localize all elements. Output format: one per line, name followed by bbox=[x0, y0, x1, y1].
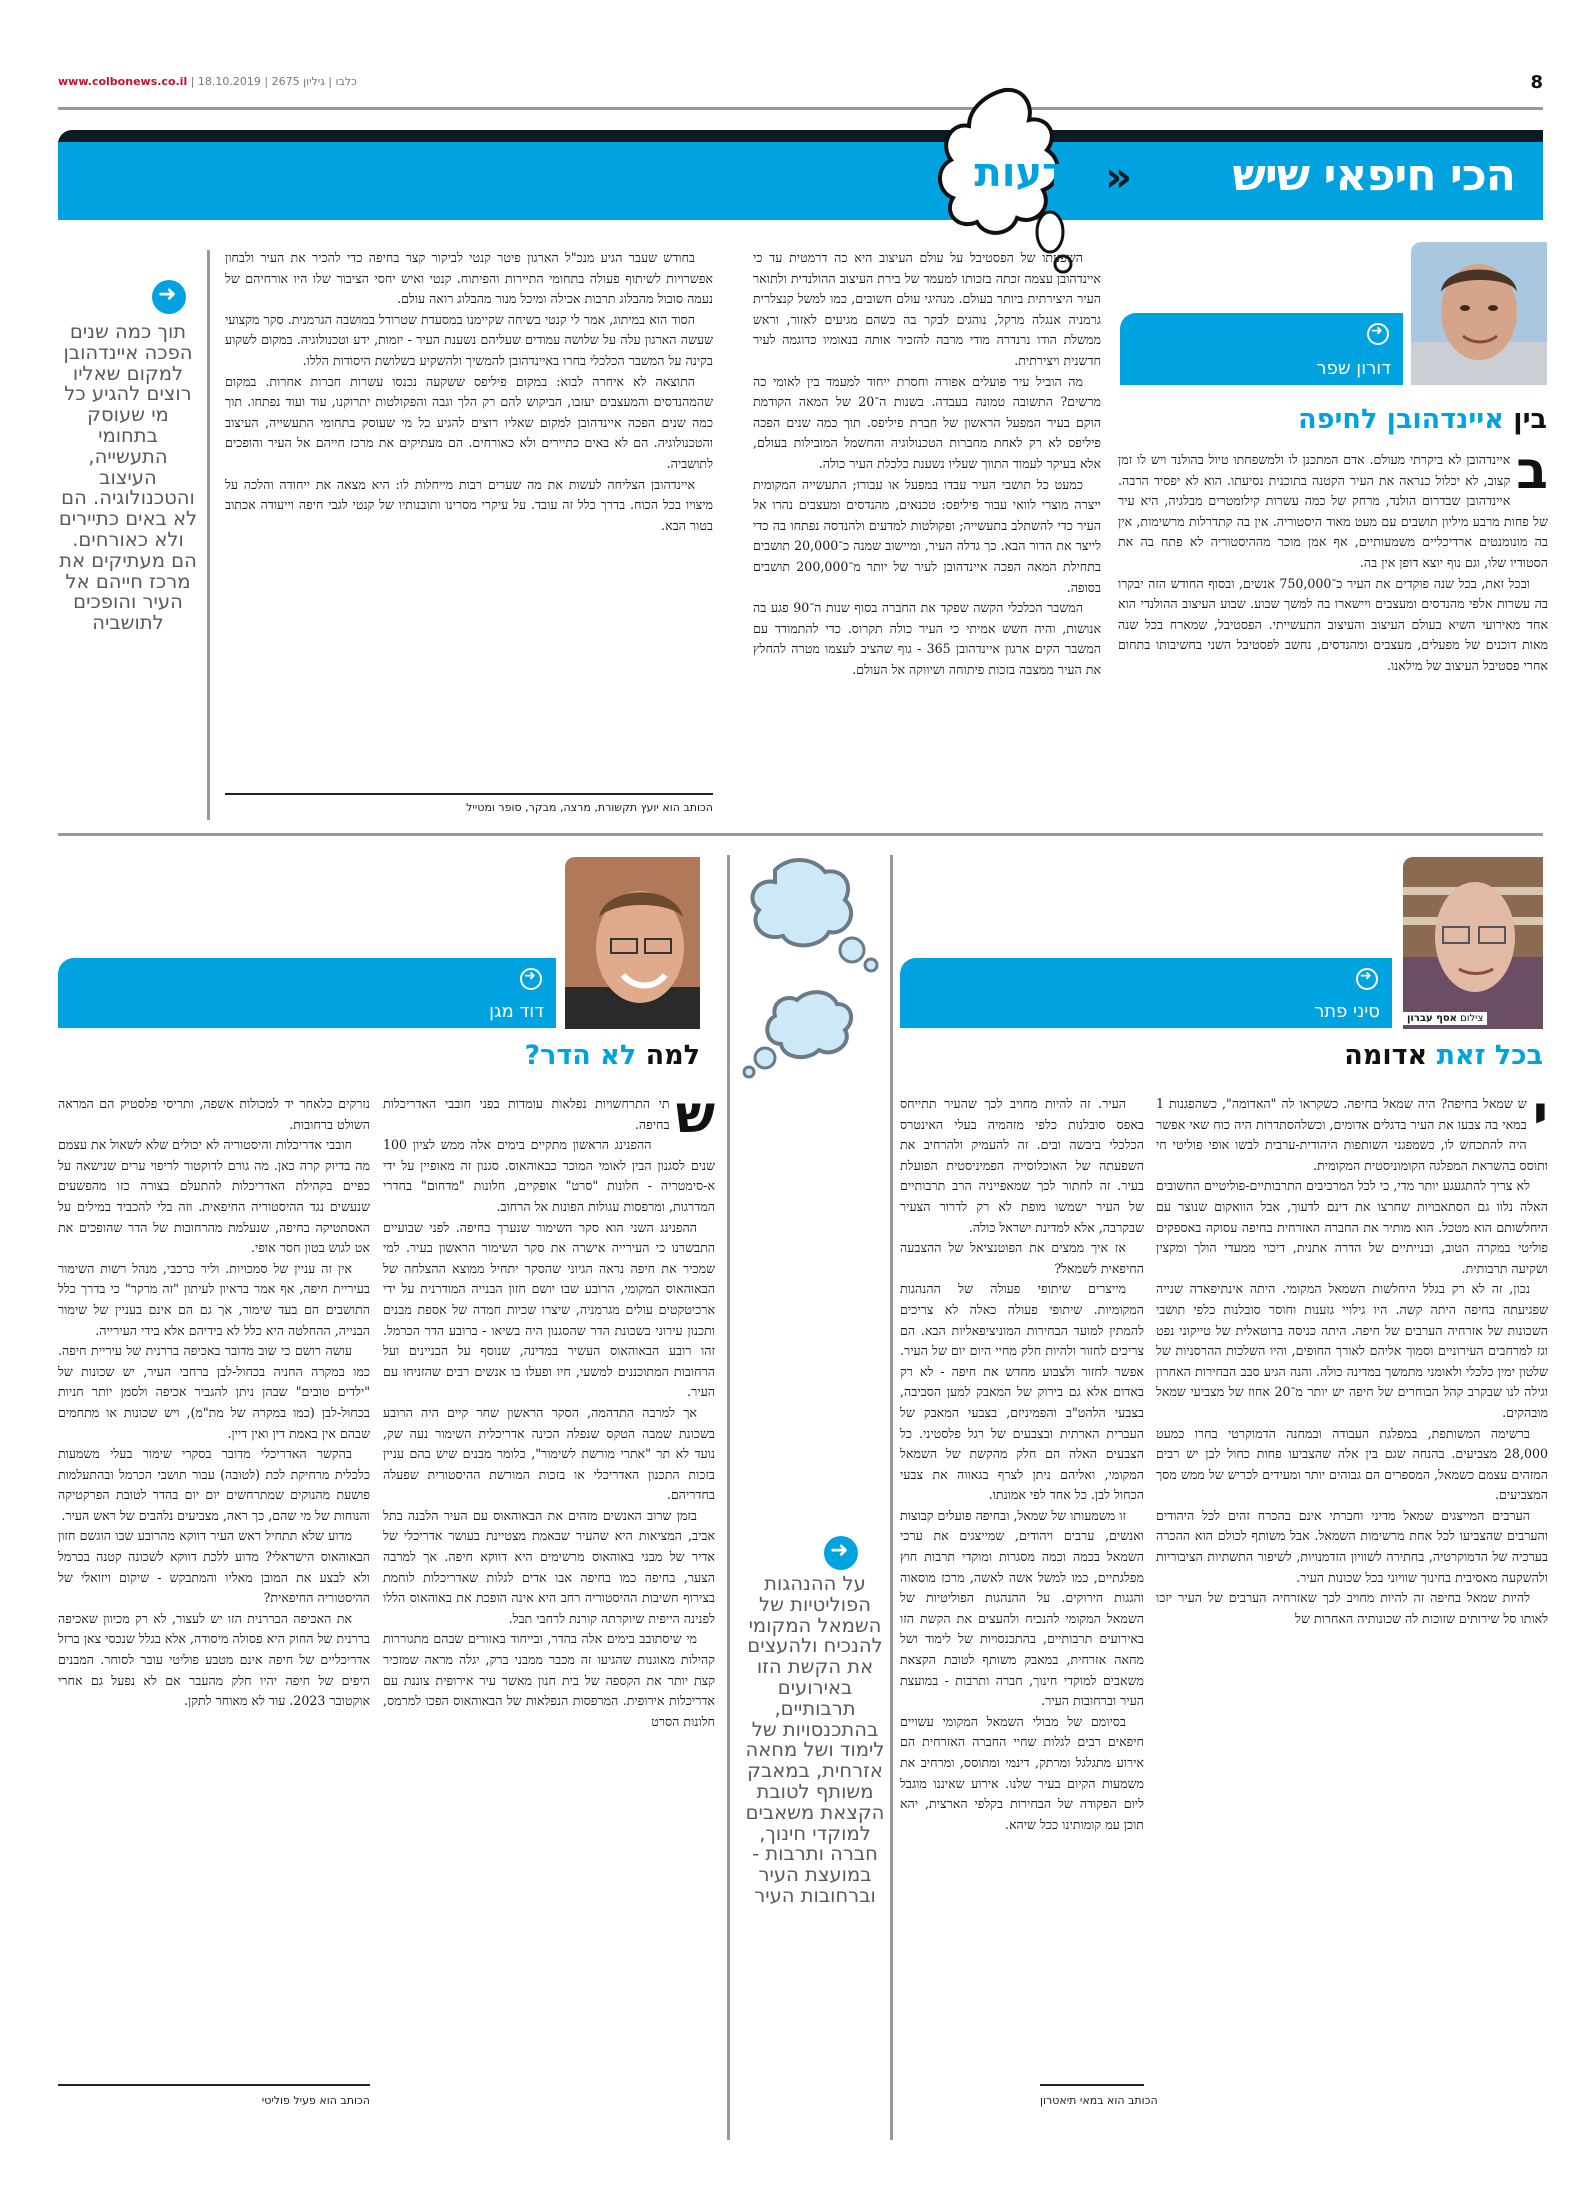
banner-title: הכי חיפאי שיש bbox=[1232, 150, 1515, 201]
column-divider bbox=[890, 855, 893, 2140]
author-photo-doron-shefer bbox=[1411, 242, 1547, 385]
author-credit: הכותב הוא פעיל פוליטי bbox=[261, 2094, 370, 2107]
author-photo-david-magen bbox=[565, 857, 700, 1029]
section-label: דעות bbox=[974, 150, 1066, 196]
drop-cap: ב bbox=[1516, 450, 1548, 501]
author-photo-sini-peter bbox=[1403, 857, 1543, 1029]
author-credit: הכותב הוא במאי תיאטרון bbox=[1040, 2094, 1158, 2107]
header-divider bbox=[58, 107, 1543, 110]
credit-divider bbox=[225, 793, 713, 795]
article-column: העיר. זה להיות מחויב לכך שהעיר תתייחס באפס סובלנות כלפי מזהמיה בעלי האינטרס הכלכלי ביבשה ובים. זה להעמיק ולהרחיב את השפעתה של האוכלוסייה הפמיניסטית הפועלת בעיר. זה לחתור לכך שמאפייניה הרב תרבותיים של העיר ישמשו מופת לא רק לדרור הצעיר שבקרבה, אלא למדינת ישראל כולה. אז איך ממצים את הפוטנציאל של ההצבעה החיפאית לשמאל? מייצרים שיתופי פעולה של ההנהגות המקומיות. שיתופי פעולה כאלה לא צריכים להמתין למועד הבחירות המוניציפאליות הבא. הם צריכים לחזור ולהיות חלק מחיי היום יום של העיר. אפשר לחזור ולצבוע מחדש את חיפה - לא רק באדום אלא גם בירוק של המאבק למען הסביבה, בצבעי הלהט"ב והפמיניזם, בצבעי המאבק של העברית הארתית ובצבעים של רגל פלסטיני. כל הצבעים האלה הם חלק מהקשת של השמאל המקומי, ואליהם ניתן לצרף בגאווה את צבעי הכחול לבן. כל אחד לפי אמונתו. זו משמעותו של שמאל, ובחיפה פועלים קבוצות ואנשים, ערבים ויהודים, שמייצגים את ערכי השמאל בכמה וכמה מסגרות ומוקדי תרבות חוץ מפלגתיים, כמו למשל אשה לאשה, מרכז מוסאוה והגגות הירוקים. על ההנהגות הפוליטיות של השמאל המקומי להנכיח ולהעצים את הקשת הזו באירועים תרבותיים, בהתכנסויות של לימוד ושל מחאה אזרחית, במאבק משותף לטובת הקצאת משאבים למוקדי חינוך, חברה ותרבות - במועצת העיר וברחובות העיר. בסיומם של מבולי השמאל המקומי עשויים חיפאים רבים לגלות שחיי החברה האזרחית הם אירוע מתגלגל ומרתק, דינמי ומתוסס, ומרחיב את משמעות הקיום בעיר שלנו. אירוע שאיננו מוגבל ליום הפקודה של הבחירות בקלפי הארצית, יהא תוכן עמ קומותינו ככל שיהא. bbox=[900, 1096, 1144, 1832]
chevron-icon: » bbox=[1105, 152, 1133, 201]
paper-name: כלבו bbox=[335, 75, 357, 88]
author-credit: הכותב הוא יועץ תקשורת, מרצה, מבקר, סופר ומטייל bbox=[466, 801, 713, 814]
issue-number: גיליון 2675 bbox=[271, 75, 325, 88]
credit-divider bbox=[58, 2084, 370, 2086]
article-column: נזרקים כלאחר יד למכולות אשפה, ותריסי פלסטיק הם המראה השולט ברחובות. חובבי אדריכלות והיסטוריה לא יכולים שלא לשאול את עצמם מה בדיוק קרה כאן. מה גורם לדוקטור לריפוי ערים שנישאה על כפיים בקהילת האדריכלות להתעלם בצורה כזו מהפשעים שנעשים נגד ההיסטוריה החיפאית. וזה בלי להכביד במילים על האסתטיקה בחיפה, שנעלמת מהרחובות של הדר שהופכים את אט לגוש בטון חסר אופי. אין זה עניין של סמכויות. וליר כרכבי, מנהל רשות השימור בעיריית חיפה, אף אמר בראיון לעיתון "זה מרקר" כי בדרך כלל התושבים הם בעד שימור, אך גם הם אינם בעניין של שימור הבנייה, ההחלטה היא כלל לא בידיהם אלא בידי העירייה. עושה רושם כי שוב מדובר באכיפה בררנית של עיריית חיפה. כמו במקרה החניה בכחול-לבן ברחבי העיר, יש שכונות של "ילדים טובים" שבהן ניתן להגביר אכיפה ולסמן יותר חניות בכחול-לבן (כמו במקרה של מת"מ), ויש שכונות או מתחמים שבהם אין באמת דין ואין דיין. בהקשר האדריכלי מדובר בסקרי שימור בעלי משמעות כלכלית מרחיקת לכת (לטובה) עבור תושבי הכרמל ובהתעלמות פושעת מהנוקים שמתרחשים יום יום בהדר לטובת הפרקטיקה והנוחות של מי שהם, כך ראה, מצביעים נלהבים של ראש העיר. מדוע שלא תתחיל ראש העיר דווקא מהרובע שבו הוגשם חזון הבאוהאוס הישראלי? מדוע ללכת דווקא לשכונה קטנה בכרמל ולא לבצע את המובן מאליו והמתבקש - שיקום ויזואלי של ההיסטוריה החיפאית? את האכיפה הבררנית הזו יש לעצור, לא רק מכיוון שאכיפה בררנית של החוק היא פסולה מיסודה, אלא בגלל שנכסי צאן ברזל אדריכליים של חיפה אינם מטבע פוליטי עובר לסוחר. המבנים היפים של חיפה יהיו חלק מהעבר אם לא נפעל גם אחרי אוקטובר 2023. עוד לא מאוחר לתקן. bbox=[58, 1096, 370, 1709]
pull-quote: תוך כמה שנים הפכה איינדהובן למקום שאליו רוצים להגיע כל מי שעוסק בתחומי התעשייה, העיצוב והטכנולוגיה. הם לא באים כתיירים ולא כאורחים. הם מעתיקים את מרכז חייהם אל העיר והופכים לתושביה bbox=[58, 322, 198, 635]
article-headline: בכל זאת אדומה bbox=[1344, 1040, 1543, 1071]
page-header-info: www.colbonews.co.il | כלבו | גיליון 2675 | 18.10.2019 bbox=[58, 75, 357, 88]
pull-quote: על ההנהגות הפוליטיות של השמאל המקומי להנכיח ולהעצים את הקשת הזו באירועים תרבותיים, בהתכנסויות של לימוד ושל מחאה אזרחית, במאבק משותף לטובת הקצאת משאבים למוקדי חינוך, חברה ותרבות - במועצת העיר וברחובות העיר bbox=[745, 1574, 885, 1907]
credit-divider bbox=[1040, 2084, 1144, 2086]
issue-date: 18.10.2019 bbox=[197, 75, 261, 88]
author-bar-david-magen bbox=[58, 958, 556, 1028]
site-url[interactable]: www.colbonews.co.il bbox=[58, 75, 188, 88]
article-headline: למה לא הדר? bbox=[524, 1040, 700, 1071]
column-divider bbox=[207, 250, 210, 820]
article-column: ב איינדהובן לא ביקרתי מעולם. אדם המתכנן לו ולמשפחתו טיול בהולנד ויש לו זמן קצוב, לא יכלול כנראה את העיר הקטנה בתוכנית נסיעתו. הוא לא יפסיד הרבה. איינדהובן שבדרום הולנד, מרחק של כמה עשרות קילומטרים מבלגיה, היא עיר של פחות מרבע מיליון תושבים עם מעט מאוד היסטוריה. אין בה קתדרלות מרשימות, אין בה מונומנטים ארדיכליים משמעותיים, אף אמן מוכר מההיסטוריה לא פתח בה את הסטודיו שלו, וגם נוף יוצא דופן אין בה. ובכל זאת, בכל שנה פוקדים את העיר כ־750,000 אנשים, ובסוף החודש הזה יבקרו בה עשרות אלפי מהנדסים ומעצבים ויישארו בה למשך שבוע. שבוע העיצוב ההולנדי הוא אחד מאירועי השיא בעולם העיצוב והעיצוב התעשייתי. הפסטיבל, שמארח בכל שנה מאות דוכנים של מפעלים, מעצבים ומהנדסים, נחשב לפסטיבל השני בחשיבותו בתחום אחרי פסטיבל העיצוב של מילאנו. bbox=[1118, 450, 1548, 673]
author-name: סיני פתר bbox=[1314, 1001, 1380, 1022]
article-column: י ש שמאל בחיפה? היה שמאל בחיפה. כשקראו לה "האדומה", כשהפגנות 1 במאי בה צבעו את העיר בדגלים אדומים, וכשלהסתדרות היה כוח שאי אפשר היה להתכחש לו, כשמפגני השותפות היהודית-ערבית לבשו אופי פוליטי חי ותוסס בהשראת המפלגה הקומוניסטית המקומית. לא צריך להתגעגע יותר מדי, כי לכל המרכיבים התרבותיים-פוליטיים החשובים האלה נלוו גם הסתאבויות שחרצו את דינם לדעוך, אבל הוואקום שנוצר עם היחלשותם הוא מטכל. הוא מותיר את החברה האזרחית בחיפה עסוקה באספקים פוליטי במקרה הטוב, ובנייתיים של הדרה אתנית, דיכוי ממעדי הולך ומקצין ושקיעה תרבותית. נכון, זה לא רק בגלל היחלשות השמאל המקומי. היתה אינתיפאדה שנייה שפגיעתה בחיפה היתה קשה. היו גילויי גזענות וחוסר סובלנות כלפי תושבי השכונות של אזרחיה הערבים של חיפה. היתה כניסה ברוטאלית של טייקוני נפט וגז למרחבים העירוניים וסמוך אליהם לאורך החופים, והיו השלכות ההרסניות של שלטון ימין כלכלי ולאומני מתמשך במדינה כולה. והנה הגיע סבב הבחירות האחרון וגילה לנו שבקרב קהל הבוחרים של חיפה יש יותר מ־20 אחוז של מצביעי שמאל מובהקים. ברשימה המשותפת, במפלגת העבודה ובמחנה הדמוקרטי בחרו כמעט 28,000 מצביעים. בהנחה שגם בין אלה שהצביעו פחות כחול לבן יש רבים המזהים עצמם כשמאל, המספרים הם גבוהים יותר ומעידים לכריש של ממש מסך המצביעים. הערבים המייצגים שמאל מדיני וחברתי אינם בהכרח זהים לכל היהודים והערבים שהצביעו לכל אחת מרשימות השמאל. אבל משותף לכולם הוא ההכרה בערכיה של הדמוקרטיה, בחתירה לשוויון הזדמנויות, לשיפור התשתיות הציבוריות ולהשקעה מאסיבית בחינוך שוויוני בכל שכונות העיר. להיות שמאל בחיפה זה להיות מחויב לכך שאזרחיה הערבים של העיר יזכו לאותו סל שירותים שזוכות לה שכונותיה האחרות של bbox=[1156, 1094, 1548, 1626]
page-number: 8 bbox=[1530, 72, 1543, 93]
column-divider bbox=[727, 855, 730, 2140]
author-name: דורון שפר bbox=[1316, 358, 1391, 379]
author-bar-doron-shefer bbox=[1120, 313, 1403, 385]
drop-cap: ש bbox=[675, 1094, 715, 1145]
arrow-right-circle-icon bbox=[1367, 323, 1389, 345]
arrow-right-circle-icon bbox=[520, 968, 542, 990]
article-column: ש תי התרחשויות נפלאות עומדות בפני חובבי האדריכלות בחיפה. ההפנינג הראשון מתקיים בימים אלה ממש לציון 100 שנים לסגנון הבין לאומי המוכר כבאוהאוס. סגנון זה מאופיין על ידי א-סימטריה - חלונות "סרט" אופקיים, חלונות "מדחום" בחדרי המדרגות, ומרפסות עגולות הפונות אל הרחוב. ההפנינג השני הוא סקר השימור שנערך בחיפה. לפני שבועיים התבשרנו כי העירייה אישרה את סקר השימור הראשון בעיר. למי שמכיר את חיפה נראה הגיוני שהסקר יתחיל ממוצא ההצלחה של הבאוהאוס המקומי, הרובע שבו יושם חזון הבנייה המודרנית על ידי ארכיטקטים עולים מגרמניה, שיצרו שכיות חמדה של אספת מבנים ותכנון עירוני בשכונת הדר שהסגנון היה בשיאו - ברובע הדר הכרמל. זהו רובע הבאוהאוס העשיר במדינה, שנוסף על הבניינים ועל הרחובות המתוכננים למשעי, חיו ופעלו בו אנשים רבים שהזניחו עם העיר. אך למרבה התדהמה, הסקר הראשון שחר קיים היה הרובע בשכונת שמבה הטקס שנפלה הכינה אדריכלית השימור נעה שק, נועד לא תר "אתרי מורשת לשימור", כלומר מבנים שיש בהם עניין בזכות התכנון האדריכלי או בזכות המורשת ההיסטורית שפעלה בחדריהם. בזמן שרוב האנשים מזהים את הבאוהאוס עם העיר הלבנה בתל אביב, המציאות היא שהעיר שבאמת מצטיינת בעושר אדריכלי של אדיר של מבני באוהאוס מרשימים היא דווקא חיפה. אך למרבה הצער, בחיפה כמו בחיפה אבו אדים לגלות שאדריכלות לוחמת בצירוף חשיבות ההיסטוריה רחב היא אינה הופכת את באוהאוס הללו לפנינה הייפית שיוקרתה קורנת לרחבי תבל. מי שיסתובב בימים אלה בהדר, ובייחוד באזורים שבהם מתגוררות קהילות מאוגנות שהגיעו זה מכבר ממבני ברק, יגלה מראה שמזכיר קצת יותר את הקספה של בית חנון מאשר עיר אירופית צוננת עם אדריכלות אירופית. המרפסות הנפלאות של הבאוהאוס הפכו למרמס, חלונות הסרט bbox=[383, 1094, 715, 1729]
cloud-icon bbox=[735, 850, 885, 1090]
author-name: דוד מגן bbox=[489, 1001, 544, 1022]
drop-cap: י bbox=[1532, 1094, 1548, 1145]
photo-credit: צילום אסף עברון bbox=[1403, 1012, 1487, 1025]
arrow-right-circle-icon bbox=[152, 280, 186, 314]
article-column: השפעתו של הפסטיבל על עולם העיצוב היא כה דרמטית עד כי איינדהובן עצמה זכתה בזכותו למעמד של בירת העיצוב ההולנדית ולתואר העיר היצירתית ביותר בעולם. מנהיגי עולם חשובים, כמו למשל קנצלרית גרמניה אנגלה מרקל, נוהגים לבקר בה כשהם מגיעים לאזור, וראש ממשלת הודו נרנדרה מודי מרבה להזכיר אותה בנאומיו כדוגמה לעיר חדשנית ויצירתית. מה הוביל עיר פועלים אפורה וחסרת ייחוד למעמד בין לאומי כה מרשים? התשובה טמונה בעבדה. בשנות ה־20 של המאה הקודמת הוקם בעיר המפעל הראשון של חברת פיליפס. תוך כמה שנים הפכה פיליפס לא רק לאחת מחברות הטכנולוגיה והחשמל המובילות בעולם, אלא בעיקר לעמוד התווך שעליו נשענת כלכלת העיר כולה. כמעט כל תושבי העיר עבדו במפעל או עבורו; התעשייה המקומית ייצרה מוצרי לוואי עבור פיליפס: טכנאים, מהנדסים ומעצבים נהרו אל העיר כדי להשתלב בתעשייה; ופקולטות למדעים ולהנדסה נפתחו בה כדי לייצר את הדור הבא. כך גדלה העיר, ומיישוב שמנה כ־20,000 תושבים בתחילת המאה הפכה איינדהובן לעיר של יותר מ־200,000 תושבים בסופה. המשבר הכלכלי הקשה שפקד את החברה בסוף שנות ה־90 פגע בה אנושות, והיה חשש אמיתי כי העיר כולה תקרוס. כדי להתמודד עם המשבר הקים ארגון איינדהובן 365 - גוף שהציב לעצמו מטרה להחלץ את העיר ממצבה בזכות פיתוחה ושיווקה אל העולם. bbox=[753, 250, 1101, 677]
author-bar-sini-peter bbox=[900, 958, 1392, 1028]
article-headline: בין איינדהובן לחיפה bbox=[1298, 404, 1547, 435]
section-divider bbox=[58, 833, 1543, 836]
arrow-right-circle-icon bbox=[824, 1536, 858, 1570]
arrow-right-circle-icon bbox=[1356, 968, 1378, 990]
article-column: בחודש שעבר הגיע מנכ"ל הארגון פיטר קנטי לביקור קצר בחיפה כדי להכיר את העיר ולבחון אפשרויות לשיתוף פעולה בתחומי התיירות והפיתוח. קנטי ואיש יחסי הציבור שלו היו אורחיהם של נעמה סובול מהבלוג תרבות אכילה ומיכל מנור מהבלוג רואה עולם. הסוד הוא במיתוג, אמר לי קנטי בשיחה שקיימנו במסעדת שטרודל במושבה הגרמנית. סקר מקצועי שעשה הארגון עלה על שלושה עמודים שעליהם נשענת העיר - יזמות, ידע וטכנולוגיה. במקום לשקוע בקינה על המשבר הכלכלי בחרו באיינדהובן להמשיך ולהשקיע בשלושת היסודות הללו. התוצאה לא איחרה לבוא: במקום פיליפס ששקעה נכנסו עשרות חברות אחרות. במקום שהמהנדסים והמעצבים יעזבו, הביקוש להם רק הלך וגבה והפקולטות יתרוקנו, עוד ועוד נפתחו. תוך כמה שנים הפכה איינדהובן למקום שאליו רוצים להגיע כל מי שעוסק בתחומי התעשייה, העיצוב והטכנולוגיה. הם לא באים כתיירים ולא כאורחים. הם מעתיקים את מרכז חייהם אל העיר והופכים לתושביה. איינדהובן הצליחה לעשות את מה שערים רבות מייחלות לו: היא מצאה את ייחודה והלכה על מיצויו בכל הכוח. בדרך כלל זה עובד. על עיקרי מסרינו ותובנותיו של קנטי לגבי חיפה וייעודה אכתוב בטור הבא. bbox=[225, 250, 713, 533]
